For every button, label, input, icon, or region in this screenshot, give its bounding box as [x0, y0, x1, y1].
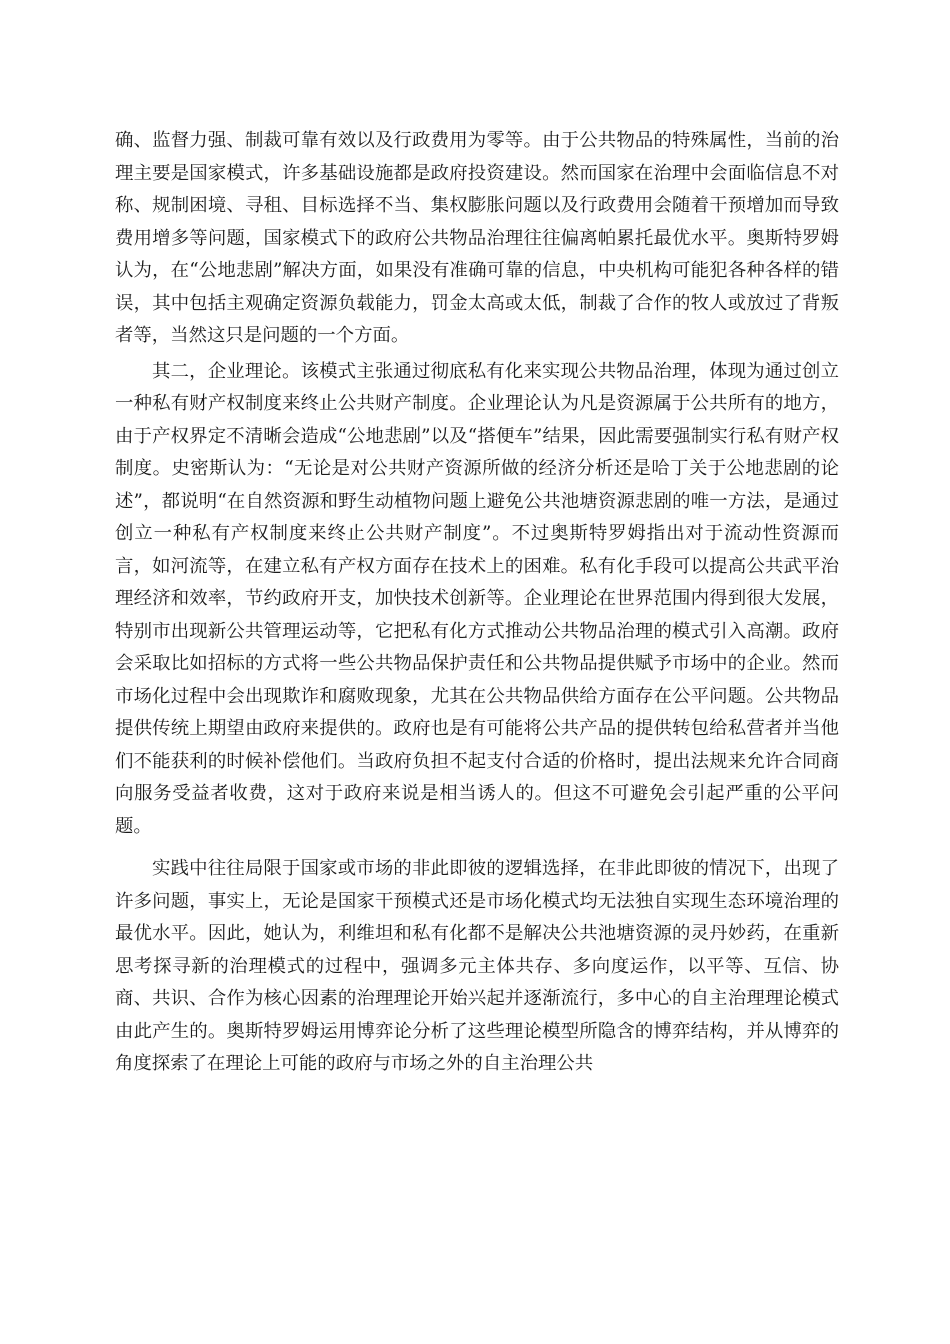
document-page [115, 125, 839, 1081]
paragraph-state-model: 确、监督力强、制裁可靠有效以及行政费用为零等。由于公共物品的特殊属性，当前的治理主要是国家模式，许多基础设施都是政府投资建设。然而国家在治理中会面临信息不对称、规制困境、寻租、目标选择不当、集权膨胀问题以及行政费用会随着干预增加而导致费用增多等问题，国家模式下的政府公共物品治理往往偏离帕累托最优水平。奥斯特罗姆认为，在“公地悲剧”解决方面，如果没有准确可靠的信息，中央机构可能犯各种各样的错误，其中包括主观确定资源负载能力，罚金太高或太低，制裁了合作的牧人或放过了背叛者等，当然这只是问题的一个方面。 [115, 130, 839, 346]
paragraph-gap [115, 843, 839, 853]
paragraph-self-governance: 实践中往往局限于国家或市场的非此即彼的逻辑选择，在非此即彼的情况下，出现了许多问题，事实上，无论是国家干预模式还是市场化模式均无法独自实现生态环境治理的最优水平。因此，她认为，利维坦和私有化都不是解决公共池塘资源的灵丹妙药，在重新思考探寻新的治理模式的过程中，强调多元主体共存、多向度运作，以平等、互信、协商、共识、合作为核心因素的治理理论开始兴起并逐渐流行，多中心的自主治理理论模式由此产生的。奥斯特罗姆运用博弈论分析了这些理论模型所隐含的博弈结构，并从博弈的角度探索了在理论上可能的政府与市场之外的自主治理公共 [115, 858, 839, 1074]
paragraph-enterprise-theory: 其二，企业理论。该模式主张通过彻底私有化来实现公共物品治理，体现为通过创立一种私有财产权制度来终止公共财产制度。企业理论认为凡是资源属于公共所有的地方，由于产权界定不清晰会造成“公地悲剧”以及“搭便车”结果，因此需要强制实行私有财产权制度。史密斯认为：“无论是对公共财产资源所做的经济分析还是哈丁关于公地悲剧的论述”，都说明“在自然资源和野生动植物问题上避免公共池塘资源悲剧的唯一方法，是通过创立一种私有产权制度来终止公共财产制度”。不过奥斯特罗姆指出对于流动性资源而言，如河流等，在建立私有产权方面存在技术上的困难。私有化手段可以提高公共武平治理经济和效率，节约政府开支，加快技术创新等。企业理论在世界范围内得到很大发展，特别市出现新公共管理运动等，它把私有化方式推动公共物品治理的模式引入高潮。政府会采取比如招标的方式将一些公共物品保护责任和公共物品提供赋予市场中的企业。然而市场化过程中会出现欺诈和腐败现象，尤其在公共物品供给方面存在公平问题。公共物品提供传统上期望由政府来提供的。政府也是有可能将公共产品的提供转包给私营者并当他们不能获利的时候补偿他们。当政府负担不起支付合适的价格时，提出法规来允许合同商向服务受益者收费，这对于政府来说是相当诱人的。但这不可避免会引起严重的公平问题。 [115, 360, 839, 837]
